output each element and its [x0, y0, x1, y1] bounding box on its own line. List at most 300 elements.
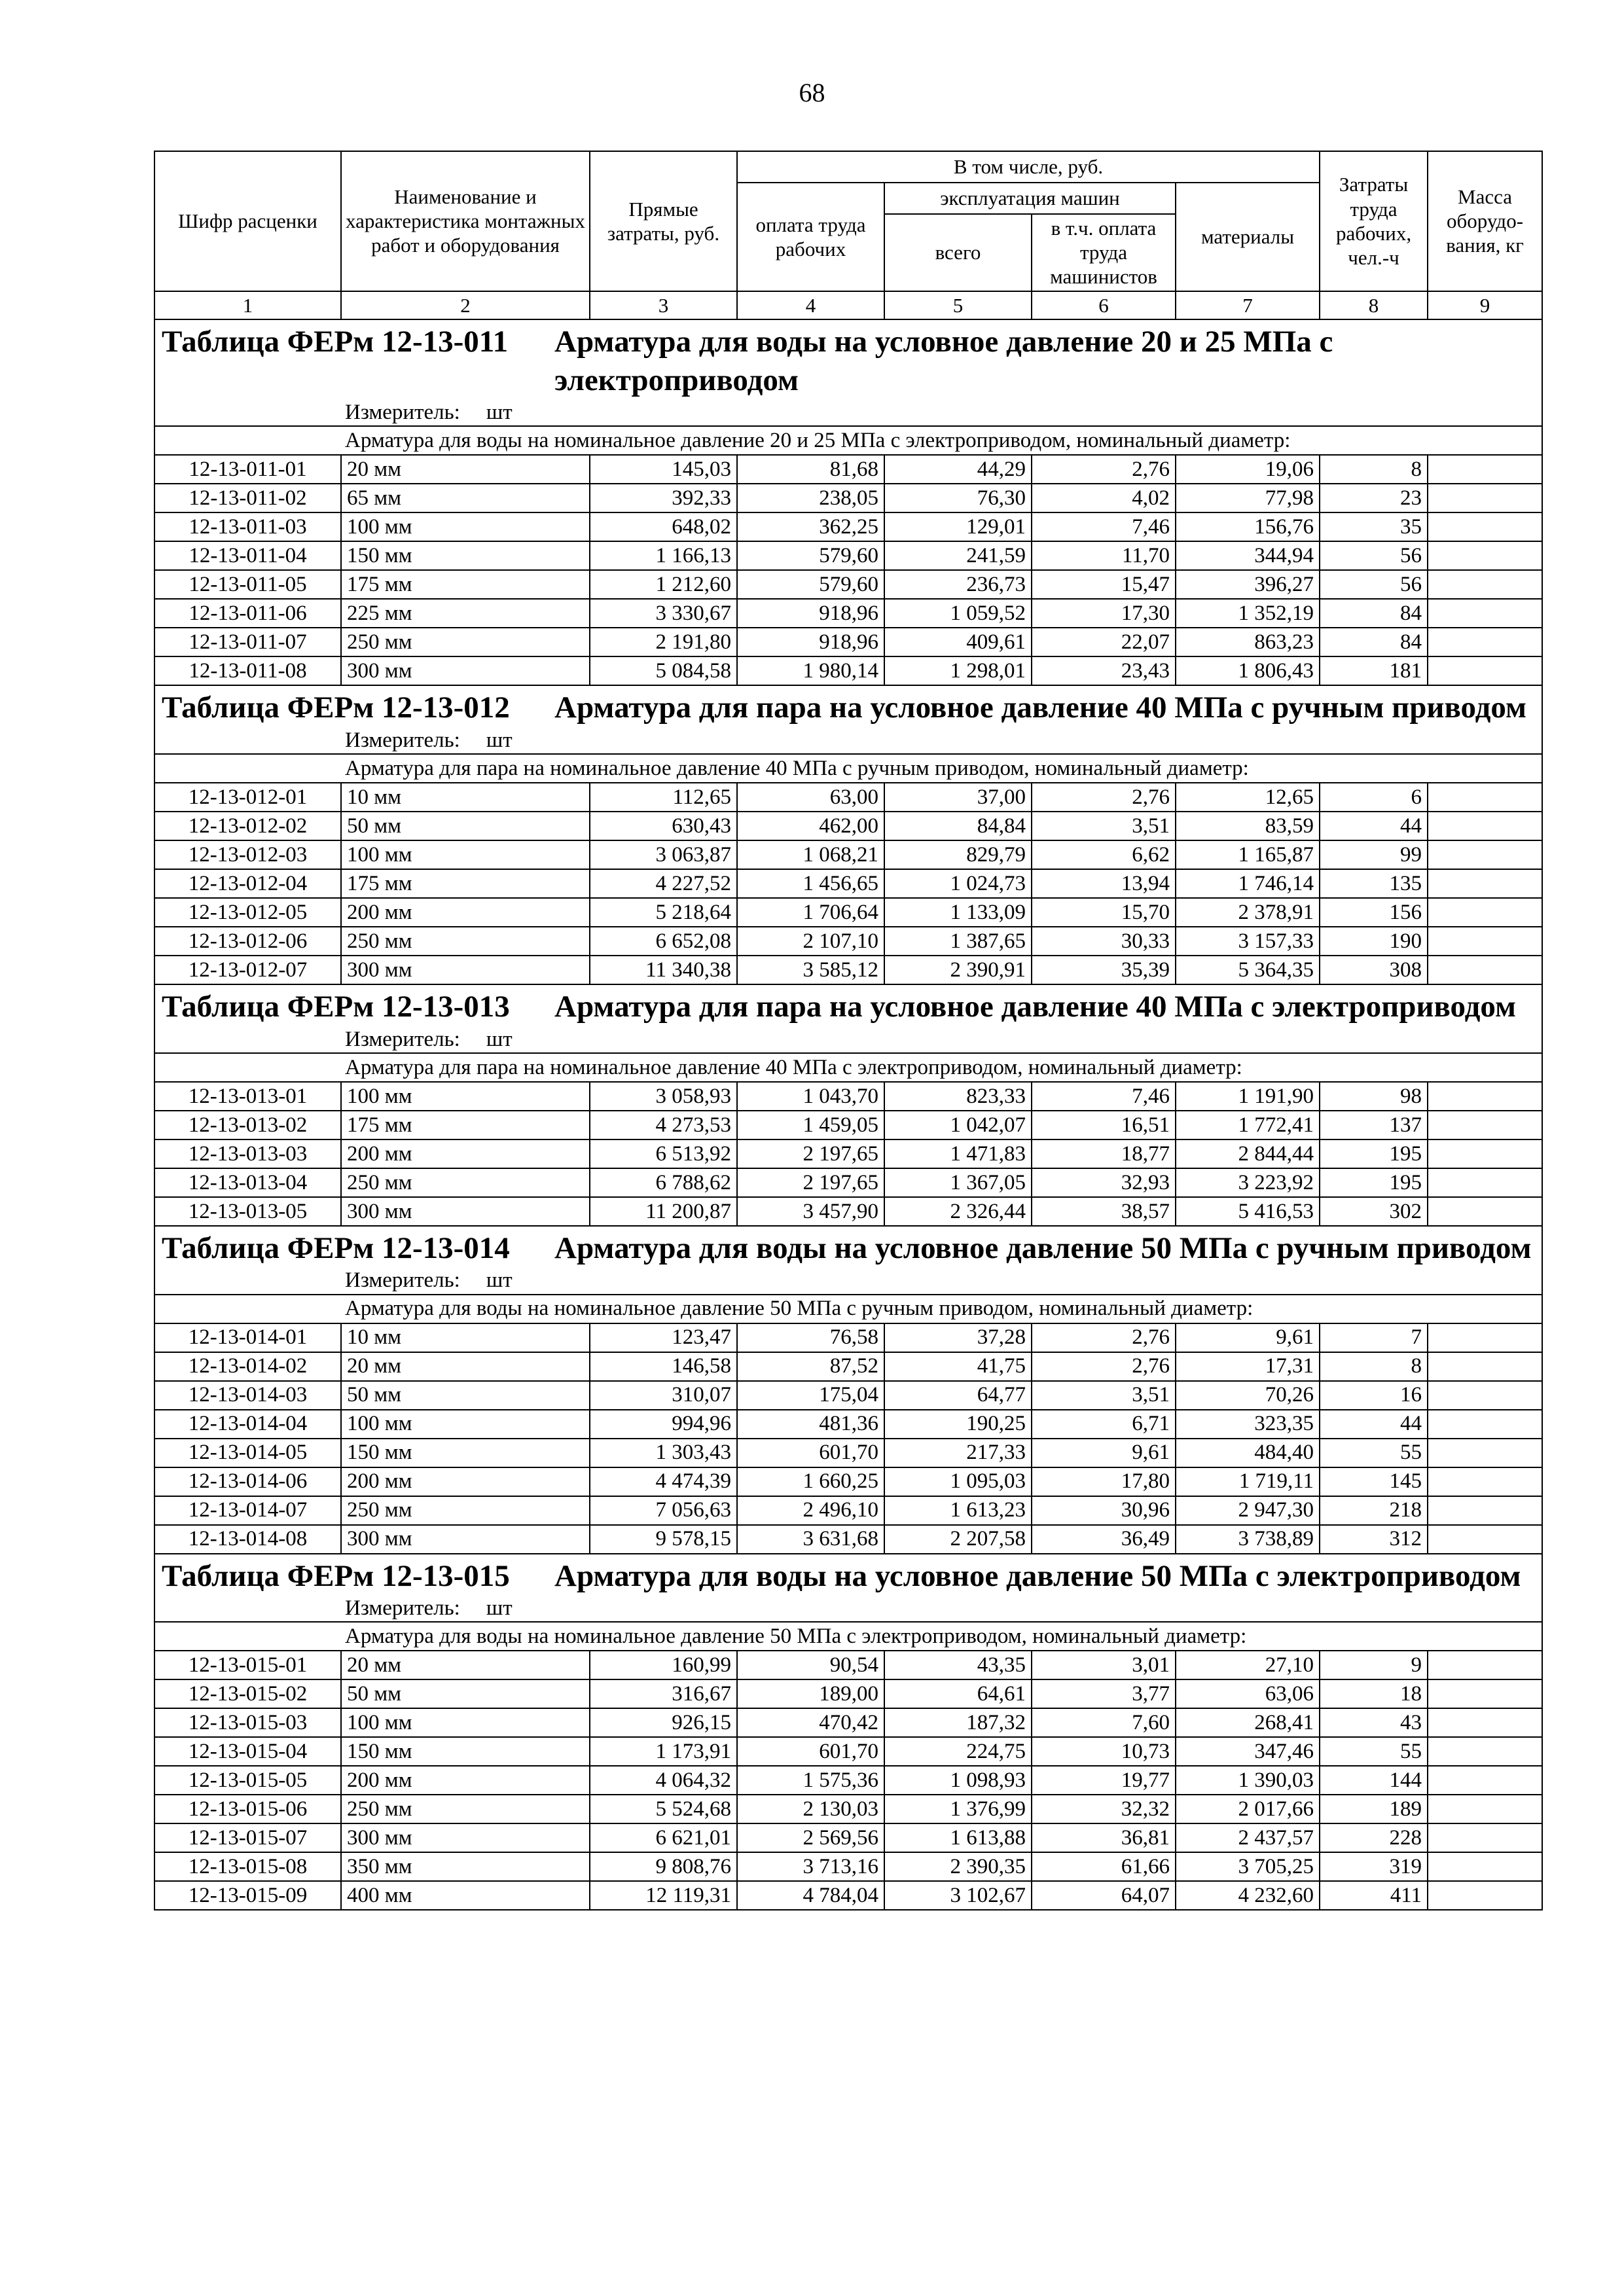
- row-machines-total: 76,30: [884, 484, 1032, 512]
- row-materials: 63,06: [1176, 1679, 1320, 1708]
- row-direct: 316,67: [590, 1679, 737, 1708]
- row-machines-total: 190,25: [884, 1410, 1032, 1439]
- row-materials: 268,41: [1176, 1708, 1320, 1737]
- measurer-label: Измеритель:: [345, 401, 460, 425]
- row-code: 12-13-015-05: [154, 1766, 341, 1795]
- row-labor-pay: 601,70: [737, 1737, 884, 1766]
- row-name: 100 мм: [341, 1082, 590, 1111]
- price-table: [154, 151, 1543, 1910]
- row-machines-total: 217,33: [884, 1439, 1032, 1467]
- row-direct: 5 084,58: [590, 656, 737, 685]
- row-code: 12-13-015-01: [154, 1651, 341, 1679]
- row-mass: [1428, 1168, 1542, 1197]
- row-direct: 3 058,93: [590, 1082, 737, 1111]
- row-machines-total: 2 390,91: [884, 956, 1032, 984]
- row-name: 250 мм: [341, 1168, 590, 1197]
- row-labor-cost: 156: [1320, 898, 1428, 927]
- table-row: [154, 1737, 1542, 1766]
- row-mass: [1428, 1737, 1542, 1766]
- row-machines-total: 1 133,09: [884, 898, 1032, 927]
- row-machines-total: 1 298,01: [884, 656, 1032, 685]
- row-materials: 323,35: [1176, 1410, 1320, 1439]
- row-mass: [1428, 484, 1542, 512]
- table-id: Таблица ФЕРм 12-13-015: [162, 1558, 510, 1593]
- row-mass: [1428, 1467, 1542, 1496]
- row-name: 200 мм: [341, 1467, 590, 1496]
- header-name: Наименование и характеристика монтажных работ и оборудования: [341, 151, 590, 291]
- row-direct: 648,02: [590, 512, 737, 541]
- row-machinist-pay: 6,62: [1032, 840, 1176, 869]
- row-machinist-pay: 23,43: [1032, 656, 1176, 685]
- row-labor-cost: 18: [1320, 1679, 1428, 1708]
- row-materials: 4 232,60: [1176, 1881, 1320, 1910]
- row-code: 12-13-013-04: [154, 1168, 341, 1197]
- table-row: [154, 898, 1542, 927]
- table-row: [154, 1496, 1542, 1525]
- row-labor-pay: 462,00: [737, 812, 884, 840]
- header-machinist-pay: в т.ч. оплата труда машинистов: [1032, 214, 1176, 291]
- row-materials: 2 437,57: [1176, 1823, 1320, 1852]
- row-direct: 1 173,91: [590, 1737, 737, 1766]
- row-machinist-pay: 2,76: [1032, 783, 1176, 812]
- table-row: [154, 1439, 1542, 1467]
- row-labor-pay: 2 569,56: [737, 1823, 884, 1852]
- section-title-row: [154, 685, 1542, 727]
- row-machines-total: 1 376,99: [884, 1795, 1032, 1823]
- table-row: [154, 956, 1542, 984]
- row-machines-total: 224,75: [884, 1737, 1032, 1766]
- row-labor-pay: 3 457,90: [737, 1197, 884, 1226]
- row-labor-cost: 302: [1320, 1197, 1428, 1226]
- row-name: 100 мм: [341, 512, 590, 541]
- row-machinist-pay: 2,76: [1032, 1352, 1176, 1381]
- measurer-unit: шт: [486, 1596, 513, 1621]
- row-name: 200 мм: [341, 1139, 590, 1168]
- row-code: 12-13-012-05: [154, 898, 341, 927]
- row-mass: [1428, 1823, 1542, 1852]
- row-code: 12-13-011-04: [154, 541, 341, 570]
- subheader-row: [154, 1295, 1542, 1323]
- row-direct: 160,99: [590, 1651, 737, 1679]
- row-labor-pay: 63,00: [737, 783, 884, 812]
- header-machines: эксплуатация машин: [884, 183, 1176, 214]
- row-labor-cost: 195: [1320, 1139, 1428, 1168]
- measurer-label: Измеритель:: [345, 1596, 460, 1621]
- row-machinist-pay: 15,70: [1032, 898, 1176, 927]
- row-machinist-pay: 32,93: [1032, 1168, 1176, 1197]
- row-mass: [1428, 541, 1542, 570]
- row-labor-pay: 2 197,65: [737, 1139, 884, 1168]
- row-code: 12-13-011-05: [154, 570, 341, 599]
- row-materials: 1 352,19: [1176, 599, 1320, 628]
- row-materials: 1 772,41: [1176, 1111, 1320, 1139]
- table-row: [154, 1679, 1542, 1708]
- row-code: 12-13-012-02: [154, 812, 341, 840]
- row-materials: 1 191,90: [1176, 1082, 1320, 1111]
- row-direct: 5 218,64: [590, 898, 737, 927]
- row-machines-total: 1 471,83: [884, 1139, 1032, 1168]
- measurer-row: [154, 1026, 1542, 1053]
- row-labor-pay: 76,58: [737, 1323, 884, 1352]
- row-machines-total: 37,00: [884, 783, 1032, 812]
- row-labor-pay: 81,68: [737, 455, 884, 484]
- row-machinist-pay: 6,71: [1032, 1410, 1176, 1439]
- row-machinist-pay: 18,77: [1032, 1139, 1176, 1168]
- row-direct: 1 166,13: [590, 541, 737, 570]
- table-row: [154, 1823, 1542, 1852]
- row-machinist-pay: 35,39: [1032, 956, 1176, 984]
- row-labor-pay: 189,00: [737, 1679, 884, 1708]
- row-name: 10 мм: [341, 783, 590, 812]
- row-machines-total: 37,28: [884, 1323, 1032, 1352]
- row-name: 300 мм: [341, 656, 590, 685]
- row-code: 12-13-012-01: [154, 783, 341, 812]
- row-direct: 392,33: [590, 484, 737, 512]
- row-labor-cost: 84: [1320, 599, 1428, 628]
- row-labor-pay: 1 980,14: [737, 656, 884, 685]
- row-machines-total: 64,77: [884, 1381, 1032, 1410]
- row-machines-total: 64,61: [884, 1679, 1032, 1708]
- row-labor-pay: 1 068,21: [737, 840, 884, 869]
- section-title: [154, 984, 1542, 1026]
- row-mass: [1428, 927, 1542, 956]
- row-name: 175 мм: [341, 869, 590, 898]
- row-direct: 6 652,08: [590, 927, 737, 956]
- row-code: 12-13-014-05: [154, 1439, 341, 1467]
- row-materials: 70,26: [1176, 1381, 1320, 1410]
- row-code: 12-13-012-07: [154, 956, 341, 984]
- row-labor-cost: 6: [1320, 783, 1428, 812]
- row-name: 200 мм: [341, 898, 590, 927]
- row-direct: 2 191,80: [590, 628, 737, 656]
- row-machinist-pay: 64,07: [1032, 1881, 1176, 1910]
- row-mass: [1428, 1323, 1542, 1352]
- row-labor-cost: 56: [1320, 541, 1428, 570]
- header-materials: материалы: [1176, 183, 1320, 291]
- row-machinist-pay: 30,96: [1032, 1496, 1176, 1525]
- row-labor-cost: 55: [1320, 1439, 1428, 1467]
- table-header: [154, 151, 1542, 319]
- row-machines-total: 1 613,23: [884, 1496, 1032, 1525]
- row-materials: 1 746,14: [1176, 869, 1320, 898]
- table-body: [154, 319, 1542, 1910]
- row-machinist-pay: 4,02: [1032, 484, 1176, 512]
- table-title: Арматура для воды на условное давление 50 МПа с электроприводом: [554, 1558, 1521, 1593]
- col-number: 3: [590, 291, 737, 319]
- row-materials: 156,76: [1176, 512, 1320, 541]
- row-code: 12-13-015-08: [154, 1852, 341, 1881]
- row-labor-cost: 190: [1320, 927, 1428, 956]
- row-name: 50 мм: [341, 1679, 590, 1708]
- table-row: [154, 1852, 1542, 1881]
- row-direct: 5 524,68: [590, 1795, 737, 1823]
- row-direct: 6 788,62: [590, 1168, 737, 1197]
- row-machinist-pay: 3,51: [1032, 812, 1176, 840]
- row-labor-pay: 470,42: [737, 1708, 884, 1737]
- row-mass: [1428, 455, 1542, 484]
- row-labor-cost: 319: [1320, 1852, 1428, 1881]
- col-number: 5: [884, 291, 1032, 319]
- row-machinist-pay: 15,47: [1032, 570, 1176, 599]
- section-title-row: [154, 1226, 1542, 1268]
- row-labor-pay: 1 706,64: [737, 898, 884, 927]
- row-labor-cost: 44: [1320, 1410, 1428, 1439]
- row-name: 100 мм: [341, 1410, 590, 1439]
- header-labor-cost: Затраты труда рабочих, чел.-ч: [1320, 151, 1428, 291]
- row-machinist-pay: 3,77: [1032, 1679, 1176, 1708]
- row-labor-pay: 579,60: [737, 541, 884, 570]
- row-materials: 83,59: [1176, 812, 1320, 840]
- row-name: 20 мм: [341, 455, 590, 484]
- row-name: 50 мм: [341, 1381, 590, 1410]
- row-materials: 396,27: [1176, 570, 1320, 599]
- measurer-label: Измеритель:: [345, 1027, 460, 1051]
- section-title: [154, 319, 1542, 400]
- row-materials: 3 157,33: [1176, 927, 1320, 956]
- row-direct: 145,03: [590, 455, 737, 484]
- row-code: 12-13-013-05: [154, 1197, 341, 1226]
- col-number: 4: [737, 291, 884, 319]
- row-machines-total: 1 098,93: [884, 1766, 1032, 1795]
- table-row: [154, 783, 1542, 812]
- row-labor-pay: 579,60: [737, 570, 884, 599]
- row-labor-pay: 2 130,03: [737, 1795, 884, 1823]
- row-machinist-pay: 22,07: [1032, 628, 1176, 656]
- row-labor-cost: 23: [1320, 484, 1428, 512]
- col-number: 2: [341, 291, 590, 319]
- row-labor-cost: 218: [1320, 1496, 1428, 1525]
- row-name: 175 мм: [341, 1111, 590, 1139]
- row-machines-total: 241,59: [884, 541, 1032, 570]
- row-name: 20 мм: [341, 1651, 590, 1679]
- row-name: 300 мм: [341, 1525, 590, 1554]
- row-labor-cost: 9: [1320, 1651, 1428, 1679]
- row-direct: 11 200,87: [590, 1197, 737, 1226]
- row-direct: 123,47: [590, 1323, 737, 1352]
- row-mass: [1428, 1082, 1542, 1111]
- row-mass: [1428, 512, 1542, 541]
- measurer: [154, 1595, 1542, 1622]
- subheader-row: [154, 426, 1542, 455]
- row-name: 250 мм: [341, 927, 590, 956]
- row-machines-total: 1 367,05: [884, 1168, 1032, 1197]
- table-row: [154, 812, 1542, 840]
- row-mass: [1428, 1352, 1542, 1381]
- subheader: Арматура для воды на номинальное давление 50 МПа с ручным приводом, номинальный диаметр:: [154, 1295, 1542, 1323]
- row-direct: 310,07: [590, 1381, 737, 1410]
- row-code: 12-13-015-03: [154, 1708, 341, 1737]
- row-direct: 146,58: [590, 1352, 737, 1381]
- row-labor-cost: 181: [1320, 656, 1428, 685]
- row-mass: [1428, 1708, 1542, 1737]
- subheader: Арматура для пара на номинальное давление 40 МПа с ручным приводом, номинальный диаметр:: [154, 754, 1542, 783]
- row-code: 12-13-011-06: [154, 599, 341, 628]
- row-direct: 994,96: [590, 1410, 737, 1439]
- row-name: 350 мм: [341, 1852, 590, 1881]
- row-direct: 4 474,39: [590, 1467, 737, 1496]
- subheader-row: [154, 1053, 1542, 1082]
- table-title: Арматура для воды на условное давление 20 и 25 МПа с электроприводом: [554, 324, 1333, 397]
- row-machinist-pay: 2,76: [1032, 455, 1176, 484]
- row-mass: [1428, 1795, 1542, 1823]
- row-direct: 6 621,01: [590, 1823, 737, 1852]
- row-direct: 3 063,87: [590, 840, 737, 869]
- row-machinist-pay: 17,80: [1032, 1467, 1176, 1496]
- row-code: 12-13-011-07: [154, 628, 341, 656]
- table-row: [154, 869, 1542, 898]
- row-machines-total: 1 387,65: [884, 927, 1032, 956]
- row-machines-total: 44,29: [884, 455, 1032, 484]
- row-name: 150 мм: [341, 1737, 590, 1766]
- row-materials: 1 390,03: [1176, 1766, 1320, 1795]
- row-mass: [1428, 1679, 1542, 1708]
- row-machinist-pay: 17,30: [1032, 599, 1176, 628]
- row-labor-cost: 228: [1320, 1823, 1428, 1852]
- table-row: [154, 1139, 1542, 1168]
- row-name: 225 мм: [341, 599, 590, 628]
- row-name: 50 мм: [341, 812, 590, 840]
- row-name: 250 мм: [341, 628, 590, 656]
- row-machinist-pay: 30,33: [1032, 927, 1176, 956]
- row-code: 12-13-014-03: [154, 1381, 341, 1410]
- row-mass: [1428, 783, 1542, 812]
- row-code: 12-13-012-04: [154, 869, 341, 898]
- row-name: 400 мм: [341, 1881, 590, 1910]
- row-name: 100 мм: [341, 1708, 590, 1737]
- row-mass: [1428, 1410, 1542, 1439]
- row-mass: [1428, 570, 1542, 599]
- row-mass: [1428, 869, 1542, 898]
- row-labor-pay: 175,04: [737, 1381, 884, 1410]
- table-row: [154, 484, 1542, 512]
- col-number: 7: [1176, 291, 1320, 319]
- row-mass: [1428, 1496, 1542, 1525]
- row-machines-total: 41,75: [884, 1352, 1032, 1381]
- table-title: Арматура для воды на условное давление 50 МПа с ручным приводом: [554, 1230, 1532, 1265]
- row-machinist-pay: 7,46: [1032, 1082, 1176, 1111]
- row-code: 12-13-015-04: [154, 1737, 341, 1766]
- measurer-row: [154, 1268, 1542, 1295]
- row-labor-cost: 44: [1320, 812, 1428, 840]
- row-machines-total: 1 059,52: [884, 599, 1032, 628]
- row-mass: [1428, 1525, 1542, 1554]
- measurer-unit: шт: [486, 728, 513, 752]
- row-machines-total: 1 613,88: [884, 1823, 1032, 1852]
- row-labor-pay: 918,96: [737, 599, 884, 628]
- page-number: 68: [799, 78, 825, 107]
- row-code: 12-13-014-01: [154, 1323, 341, 1352]
- row-machinist-pay: 3,51: [1032, 1381, 1176, 1410]
- row-name: 150 мм: [341, 1439, 590, 1467]
- row-mass: [1428, 628, 1542, 656]
- row-materials: 3 705,25: [1176, 1852, 1320, 1881]
- table-id: Таблица ФЕРм 12-13-014: [162, 1230, 510, 1265]
- row-direct: 9 578,15: [590, 1525, 737, 1554]
- table-row: [154, 1082, 1542, 1111]
- row-code: 12-13-014-04: [154, 1410, 341, 1439]
- row-name: 150 мм: [341, 541, 590, 570]
- row-name: 175 мм: [341, 570, 590, 599]
- row-direct: 12 119,31: [590, 1881, 737, 1910]
- section-title-row: [154, 1554, 1542, 1596]
- row-machinist-pay: 16,51: [1032, 1111, 1176, 1139]
- row-machines-total: 187,32: [884, 1708, 1032, 1737]
- header-mass: Масса оборудо-вания, кг: [1428, 151, 1542, 291]
- row-labor-pay: 481,36: [737, 1410, 884, 1439]
- row-materials: 347,46: [1176, 1737, 1320, 1766]
- row-labor-cost: 144: [1320, 1766, 1428, 1795]
- row-mass: [1428, 656, 1542, 685]
- table-row: [154, 628, 1542, 656]
- table-row: [154, 840, 1542, 869]
- row-labor-cost: 145: [1320, 1467, 1428, 1496]
- table-row: [154, 1352, 1542, 1381]
- row-labor-cost: 411: [1320, 1881, 1428, 1910]
- section-title: [154, 685, 1542, 727]
- col-number: 9: [1428, 291, 1542, 319]
- row-labor-pay: 2 197,65: [737, 1168, 884, 1197]
- row-materials: 484,40: [1176, 1439, 1320, 1467]
- row-name: 300 мм: [341, 956, 590, 984]
- row-code: 12-13-015-07: [154, 1823, 341, 1852]
- row-labor-pay: 2 107,10: [737, 927, 884, 956]
- row-labor-cost: 98: [1320, 1082, 1428, 1111]
- row-machinist-pay: 32,32: [1032, 1795, 1176, 1823]
- table-title: Арматура для пара на условное давление 40 МПа с электроприводом: [554, 990, 1517, 1024]
- measurer-unit: шт: [486, 1027, 513, 1051]
- row-mass: [1428, 1766, 1542, 1795]
- row-mass: [1428, 1197, 1542, 1226]
- row-labor-pay: 238,05: [737, 484, 884, 512]
- table-row: [154, 1795, 1542, 1823]
- row-mass: [1428, 1139, 1542, 1168]
- row-materials: 1 806,43: [1176, 656, 1320, 685]
- row-labor-cost: 43: [1320, 1708, 1428, 1737]
- row-name: 10 мм: [341, 1323, 590, 1352]
- row-materials: 27,10: [1176, 1651, 1320, 1679]
- row-machines-total: 43,35: [884, 1651, 1032, 1679]
- row-labor-cost: 16: [1320, 1381, 1428, 1410]
- row-labor-cost: 8: [1320, 455, 1428, 484]
- row-materials: 344,94: [1176, 541, 1320, 570]
- row-labor-pay: 4 784,04: [737, 1881, 884, 1910]
- row-machinist-pay: 19,77: [1032, 1766, 1176, 1795]
- row-direct: 630,43: [590, 812, 737, 840]
- row-materials: 77,98: [1176, 484, 1320, 512]
- row-mass: [1428, 1651, 1542, 1679]
- row-machines-total: 129,01: [884, 512, 1032, 541]
- table-row: [154, 1525, 1542, 1554]
- row-machines-total: 1 042,07: [884, 1111, 1032, 1139]
- row-code: 12-13-015-02: [154, 1679, 341, 1708]
- row-machines-total: 236,73: [884, 570, 1032, 599]
- row-name: 250 мм: [341, 1795, 590, 1823]
- row-name: 20 мм: [341, 1352, 590, 1381]
- row-mass: [1428, 898, 1542, 927]
- row-labor-cost: 137: [1320, 1111, 1428, 1139]
- col-number: 8: [1320, 291, 1428, 319]
- table-row: [154, 1381, 1542, 1410]
- row-name: 300 мм: [341, 1197, 590, 1226]
- measurer-label: Измеритель:: [345, 728, 460, 752]
- row-machines-total: 3 102,67: [884, 1881, 1032, 1910]
- row-labor-pay: 3 631,68: [737, 1525, 884, 1554]
- table-row: [154, 1323, 1542, 1352]
- row-direct: 4 227,52: [590, 869, 737, 898]
- row-materials: 5 364,35: [1176, 956, 1320, 984]
- row-machinist-pay: 13,94: [1032, 869, 1176, 898]
- table-row: [154, 1168, 1542, 1197]
